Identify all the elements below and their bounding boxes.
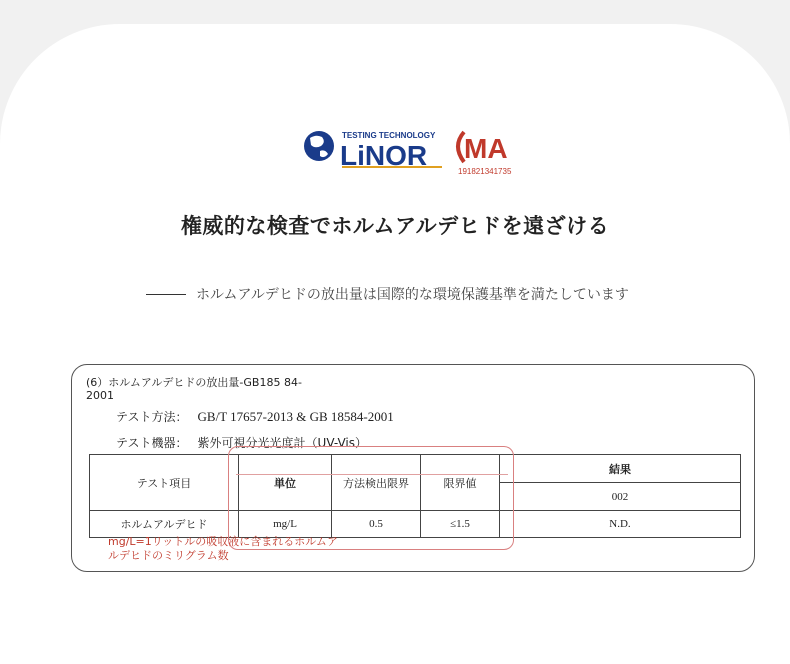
row-limit-value: ≤1.5 [421,511,500,538]
cert-mark: MA [464,133,508,164]
header-detection-limit: 方法検出限界 [332,455,421,511]
row-detection-limit: 0.5 [332,511,421,538]
test-method [116,408,394,425]
report-section-title: (6）ホルムアルデヒドの放出量-GB185 84-2001 [86,376,302,402]
method-label: テスト方法： [116,410,188,424]
row-item: ホルムアルデヒド [90,511,239,538]
highlight-divider [236,474,508,475]
subtitle-text: ホルムアルデヒドの放出量は国際的な環境保護基準を満たしています [196,287,629,303]
device-label: テスト機器： [116,436,188,450]
logo-brand: LiNOR [340,140,428,171]
row-result: N.D. [500,511,741,538]
method-value: GB/T 17657-2013 & GB 18584-2001 [197,409,394,424]
header-result-sub: 002 [500,483,741,511]
page-subtitle [146,284,629,304]
cert-number: 191821341735 [458,167,512,176]
subtitle-dash [146,294,186,295]
company-logo [302,124,522,176]
header-item: テスト項目 [90,455,239,511]
header-unit: 単位 [239,455,332,511]
device-value: 紫外可視分光光度計（UV-Vis） [197,436,367,450]
header-limit-value: 限界値 [421,455,500,511]
row-unit: mg/L [239,511,332,538]
unit-note: mg/L=1リットルの吸収液に含まれるホルムアルデヒドのミリグラム数 [108,535,338,562]
page-title: 権威的な検査でホルムアルデヒドを遠ざける [180,214,610,238]
logo-tagline: TESTING TECHNOLOGY [342,131,436,140]
header-result: 結果 [500,455,741,483]
